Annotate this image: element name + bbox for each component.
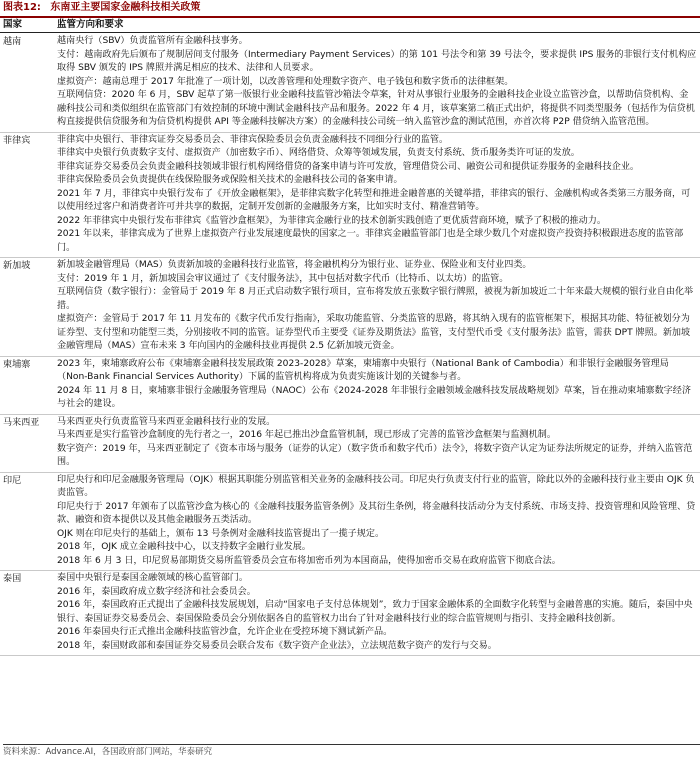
policy-paragraph: 支付：2019 年 1 月，新加坡国会审议通过了《支付服务法》，其中包括对数字代币（比特币、以太坊）的监管。 (57, 273, 509, 284)
policy-paragraph: 2021 年 7 月，菲律宾中央银行发布了《开放金融框架》，是菲律宾数字化转型和推进金融普惠的关键举措，菲律宾的银行、金融机构或各类第三方服务商，可以使用经过客户和消费者许可并共享的数据，定制开发创新的金融服务方案，比如实时支付、精准营销等。 (57, 188, 691, 212)
policy-paragraph: OJK 则在印尼央行的基础上，颁布 13 号条例对金融科技监管提出了一揽子规定。 (57, 528, 385, 539)
table-row (0, 473, 700, 572)
policy-paragraph: 2024 年 11 月 8 日，柬埔寨非银行金融服务管理局（NAOC）公布《2024-2028 年非银行金融领域金融科技发展战略规划》草案，旨在推动柬埔寨数字经济与社会的建设。 (57, 385, 691, 409)
policy-paragraph: 菲律宾中央银行、菲律宾证券交易委员会、菲律宾保险委员会负责金融科技不同细分行业的监管。 (57, 134, 449, 145)
policy-paragraph: 马来西亚是实行监管沙盒制度的先行者之一，2016 年起已推出沙盒监管机制，现已形成了完善的监管沙盒框架与监测机制。 (57, 430, 556, 440)
policy-cell (57, 473, 697, 571)
table-row (0, 133, 700, 259)
table-row (0, 357, 700, 415)
policy-paragraph: 印尼央行于 2017 年颁布了以监管沙盒为核心的《金融科技服务监管条例》及其衍生条例，将金融科技活动分为支付系统、市场支持、投资管理和风险管理、贷款、融资和资本提供以及其他金融服务五类活动。 (57, 501, 696, 525)
policy-paragraph: 泰国中央银行是泰国金融领域的核心监管部门。 (57, 573, 248, 583)
policy-paragraph: 虚拟资产：越南总理于 2017 年批准了一项计划，以改善管理和处理数字资产、电子钱包和数字货币的法律框架。 (57, 76, 514, 87)
policy-paragraph: 数字资产：2019 年，马来西亚制定了《资本市场与服务（证券的认定）（数字货币和数字代币）法令》，将数字资产认定为证券法所规定的证券，并纳入监管范围。 (57, 443, 693, 467)
policy-paragraph: 2018 年 6 月 3 日，印尼贸易部期货交易所监管委员会宣布将加密币列为本国商品，使得加密币交易在政府监管下彻底合法。 (57, 555, 561, 566)
policy-paragraph: 新加坡金融管理局（MAS）负责新加坡的金融科技行业监管，将金融机构分为银行业、证券业、保险业和支付业四类。 (57, 260, 532, 270)
policy-paragraph: 印尼央行和印尼金融服务管理局（OJK）根据其职能分别监管相关业务的金融科技公司。印尼央行负责支付行业的监管，除此以外的金融科技行业主要由 OJK 负责监管。 (57, 474, 695, 498)
policy-paragraph: 越南央行（SBV）负责监管所有金融科技事务。 (57, 36, 248, 46)
table-header (0, 18, 700, 33)
policy-table (0, 34, 700, 656)
policy-paragraph: 菲律宾中央银行负责数字支付、虚拟资产（加密数字币）、网络借贷、众筹等领域发展，负责支付系统、货币服务类许可证的发放。 (57, 148, 580, 158)
country-cell: 柬埔寨 (3, 359, 31, 370)
policy-paragraph: 2016 年，泰国政府成立数字经济和社会委员会。 (57, 586, 256, 597)
policy-paragraph: 互联网信贷：2020 年 6 月，SBV 起草了第一版银行业金融科技监管沙箱法令草案，针对从事银行业服务的金融科技企业设立监管沙盒，以帮助信贷机构、金融科技公司和类似组织在监管部门有效控制的环境中测试金融科技产品和服务。2022 年 4 月，该草案第二稿正式出炉，将提供不同类型服务（包括作为信贷机构直接提供信贷服务和为信贷机构提供 API 等金融科技解决方案）的金融科技公司统一纳入监管沙盒的测试范围，亦首次将 P2P 借贷纳入监管范围。 (57, 90, 695, 127)
policy-paragraph: 2021 年以来，菲律宾成为了世界上虚拟资产行业发展速度最快的国家之一。菲律宾金融监管部门也是全球少数几个对虚拟资产投资持积极跟进态度的监管部门。 (57, 229, 684, 253)
source-note: 资料来源：Advance.AI，各国政府部门网站，华泰研究 (3, 744, 700, 760)
country-cell: 印尼 (3, 475, 22, 486)
policy-cell (57, 133, 697, 258)
country-cell: 马来西亚 (3, 417, 40, 428)
policy-cell (57, 357, 697, 414)
policy-paragraph: 2022 年菲律宾中央银行发布菲律宾《监管沙盒框架》，为菲律宾金融行业的技术创新实践创造了更优质营商环境，赋予了积极的推动力。 (57, 215, 606, 226)
policy-paragraph: 马来西亚央行负责监管马来西亚金融科技行业的发展。 (57, 416, 276, 427)
policy-paragraph: 菲律宾证券交易委员会负责金融科技领域非银行机构网络借贷的备案申请与许可发放，管理借贷公司、融资公司和提供证券服务的金融科技企业。 (57, 161, 640, 172)
policy-paragraph: 2016 年泰国央行正式推出金融科技监管沙盒，允许企业在受控环境下测试新产品。 (57, 627, 393, 637)
policy-paragraph: 互联网信贷（数字银行）：金管局于 2019 年 8 月正式启动数字银行项目，宣布将发放五张数字银行牌照，被视为新加坡近二十年来最大规模的银行业自由化举措。 (57, 287, 694, 311)
policy-cell (57, 415, 697, 472)
header-policy: 监管方向和要求 (57, 19, 124, 30)
policy-cell (57, 34, 697, 132)
country-cell: 菲律宾 (3, 135, 31, 146)
table-row (0, 258, 700, 357)
table-row (0, 34, 700, 133)
figure-title-bar (0, 0, 700, 18)
table-row (0, 415, 700, 473)
policy-cell (57, 258, 697, 356)
country-cell: 泰国 (3, 574, 22, 584)
policy-paragraph: 2018 年，OJK 成立金融科技中心，以支持数字金融行业发展。 (57, 542, 311, 552)
country-cell: 新加坡 (3, 261, 31, 271)
table-row (0, 571, 700, 656)
policy-paragraph: 菲律宾保险委员会负责提供在线保险服务或保险相关技术的金融科技公司的备案申请。 (57, 175, 403, 185)
country-cell: 越南 (3, 37, 22, 47)
policy-paragraph: 2018 年，泰国财政部和泰国证券交易委员会联合发布《数字资产企业法》，立法规范数字资产的发行与交易。 (57, 640, 497, 651)
policy-paragraph: 2023 年，柬埔寨政府公布《柬埔寨金融科技发展政策 2023-2028》草案，柬埔寨中央银行（National Bank of Cambodia）和非银行金融服务管理局（Non-Bank Financial Services Authority）下属的监管机构将成为负责实施该计划的关键参与者。 (57, 358, 669, 382)
policy-paragraph: 2016 年，泰国政府正式提出了金融科技发展规划，启动“国家电子支付总体规划”，致力于国家金融体系的全面数字化转型与金融普惠的实施。随后，泰国中央银行、泰国证券交易委员会、泰国保险委员会分别依据各自的监管权力出台了针对金融科技行业的综合监管规则与指引、支持金融科技创新。 (57, 600, 693, 624)
policy-cell (57, 571, 697, 655)
header-country: 国家 (3, 19, 23, 30)
figure-label: 图表12: (3, 2, 41, 13)
figure-title: 东南亚主要国家金融科技相关政策 (50, 2, 201, 13)
policy-paragraph: 支付：越南政府先后颁布了规制居间支付服务（Intermediary Payment Services）的第 101 号法令和第 39 号法令，要求提供 IPS 服务的非银行支付机构应取得 SBV 颁发的 IPS 牌照并满足相应的技术、法律和人员要求。 (57, 49, 697, 73)
policy-paragraph: 虚拟资产：金管局于 2017 年 11 月发布的《数字代币发行指南》，采取功能监管、分类监管的思路，将其纳入现有的监管框架下，根据其功能、特征被划分为证券型、支付型和功能型三类，分别接收不同的监管。证券型代币主要受《证券及期货法》监管，支付型代币受《支付服务法》监管，需获 DPT 牌照。新加坡金融管理局（MAS）宣布未来 3 年向国内的金融科技业再提供 2.5 亿新加坡元资金。 (57, 314, 691, 351)
